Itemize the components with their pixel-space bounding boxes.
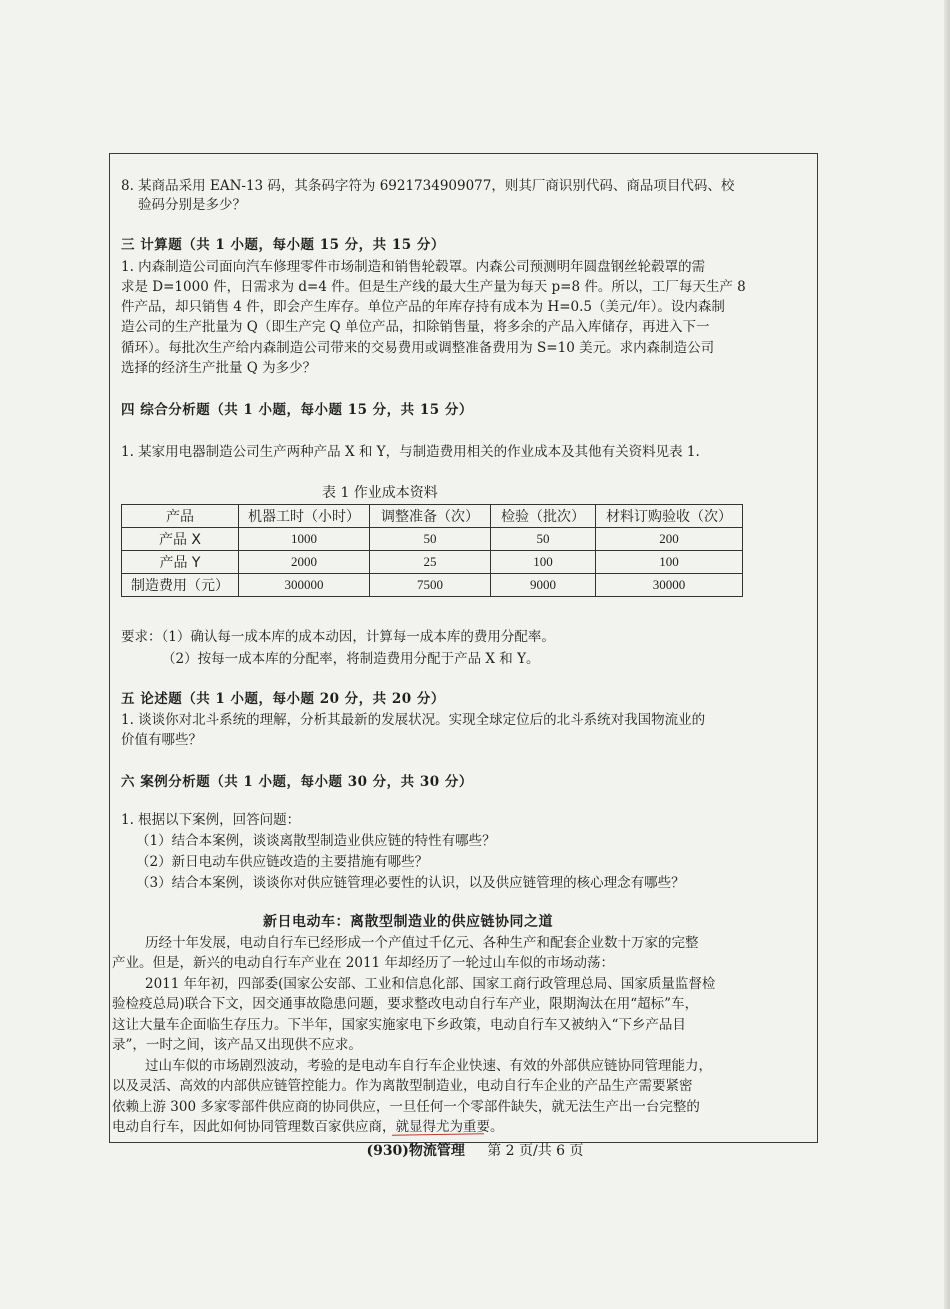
case-line: 2011 年年初，四部委(国家公安部、工业和信息化部、国家工商行政管理总局、国家质量监督检 <box>145 976 716 992</box>
table-row-label: 产品 Y <box>122 551 239 574</box>
section3-line: 件产品，却只销售 4 件，即会产生库存。单位产品的年库存持有成本为 H=0.5（美元/年）。设内森制 <box>121 299 725 315</box>
section3-title: 三 计算题（共 1 小题，每小题 15 分，共 15 分） <box>121 237 445 253</box>
section3-line: 循环）。每批次生产给内森制造公司带来的交易费用或调整准备费用为 S=10 美元。求内森制造公司 <box>121 340 715 356</box>
case-title: 新日电动车：离散型制造业的供应链协同之道 <box>263 914 553 930</box>
table-cell: 9000 <box>491 574 596 597</box>
table-cell: 50 <box>491 528 596 551</box>
table-row <box>122 551 743 574</box>
table-header-row <box>122 505 743 528</box>
footer-page: 第 2 页/共 6 页 <box>487 1143 584 1159</box>
section3-line: 造公司的生产批量为 Q（即生产完 Q 单位产品，扣除销售量，将多余的产品入库储存，再进入下一 <box>121 319 710 335</box>
case-line: 过山车似的市场剧烈波动，考验的是电动车自行车企业快速、有效的外部供应链协同管理能力， <box>145 1058 712 1074</box>
requirement-1: 要求：（1）确认每一成本库的成本动因，计算每一成本库的费用分配率。 <box>121 629 555 645</box>
table-cell: 2000 <box>239 551 370 574</box>
section6-title: 六 案例分析题（共 1 小题，每小题 30 分，共 30 分） <box>121 774 473 790</box>
cost-table <box>121 504 743 597</box>
section3-line: 选择的经济生产批量 Q 为多少？ <box>121 360 317 376</box>
table-cell: 30000 <box>596 574 743 597</box>
table-header-cell: 材料订购验收（次） <box>596 505 743 528</box>
section6-question: （1）结合本案例，谈谈离散型制造业供应链的特性有哪些？ <box>136 833 496 849</box>
section6-question: （3）结合本案例，谈谈你对供应链管理必要性的认识，以及供应链管理的核心理念有哪些？ <box>136 875 685 891</box>
q8-line2: 验码分别是多少？ <box>138 197 246 213</box>
table-cell: 50 <box>370 528 491 551</box>
table-cell: 200 <box>596 528 743 551</box>
table-header-cell: 产品 <box>122 505 239 528</box>
page-footer <box>0 1140 950 1160</box>
requirement-2: （2）按每一成本库的分配率，将制造费用分配于产品 X 和 Y。 <box>162 651 540 667</box>
table-cell: 100 <box>491 551 596 574</box>
case-line: 电动自行车，因此如何协同管理数百家供应商，就显得尤为重要。 <box>112 1119 504 1135</box>
table-row <box>122 528 743 551</box>
scan-edge <box>944 0 950 1309</box>
case-line: 历经十年发展，电动自行车已经形成一个产值过千亿元、各种生产和配套企业数十万家的完整 <box>145 935 699 951</box>
case-line: 这让大量车企面临生存压力。下半年，国家实施家电下乡政策，电动自行车又被纳入“下乡产品目 <box>112 1017 686 1033</box>
case-line: 依赖上游 300 多家零部件供应商的协同供应，一旦任何一个零部件缺失，就无法生产出一台完整的 <box>112 1099 700 1115</box>
footer-course: (930)物流管理 <box>366 1143 465 1159</box>
table-row <box>122 574 743 597</box>
table-cell: 100 <box>596 551 743 574</box>
table-cell: 300000 <box>239 574 370 597</box>
table-cell: 25 <box>370 551 491 574</box>
section5-line: 1. 谈谈你对北斗系统的理解，分析其最新的发展状况。实现全球定位后的北斗系统对我国物流业的 <box>121 712 706 728</box>
case-line: 录”，一时之间，该产品又出现供不应求。 <box>112 1037 362 1053</box>
table-header-cell: 检验（批次） <box>491 505 596 528</box>
section3-line: 1. 内森制造公司面向汽车修理零件市场制造和销售轮毂罩。内森公司预测明年圆盘钢丝轮毂罩的需 <box>121 259 706 275</box>
case-line: 验检疫总局)联合下文，因交通事故隐患问题，要求整改电动自行车产业，限期淘汰在用“超标”车， <box>112 996 699 1012</box>
section4-title: 四 综合分析题（共 1 小题，每小题 15 分，共 15 分） <box>121 402 473 418</box>
section6-intro: 1. 根据以下案例，回答问题： <box>121 812 301 828</box>
section3-line: 求是 D=1000 件，日需求为 d=4 件。但是生产线的最大生产量为每天 p=8 件。所以，工厂每天生产 8 <box>121 279 746 295</box>
section5-line: 价值有哪些？ <box>121 732 202 748</box>
table-header-cell: 调整准备（次） <box>370 505 491 528</box>
table-row-label: 制造费用（元） <box>122 574 239 597</box>
table-header-cell: 机器工时（小时） <box>239 505 370 528</box>
table-caption: 表 1 作业成本资料 <box>322 485 438 501</box>
table-row-label: 产品 X <box>122 528 239 551</box>
table-cell: 1000 <box>239 528 370 551</box>
case-line: 以及灵活、高效的内部供应链管控能力。作为离散型制造业，电动自行车企业的产品生产需要紧密 <box>112 1078 693 1094</box>
section5-title: 五 论述题（共 1 小题，每小题 20 分，共 20 分） <box>121 691 445 707</box>
table-cell: 7500 <box>370 574 491 597</box>
q8-line1: 8. 某商品采用 EAN-13 码，其条码字符为 6921734909077，则其厂商识别代码、商品项目代码、校 <box>121 178 735 194</box>
section4-q1: 1. 某家用电器制造公司生产两种产品 X 和 Y，与制造费用相关的作业成本及其他有关资料见表 1. <box>121 444 700 460</box>
section6-question: （2）新日电动车供应链改造的主要措施有哪些？ <box>136 854 429 870</box>
case-line: 产业。但是，新兴的电动自行车产业在 2011 年却经历了一轮过山车似的市场动荡： <box>112 955 614 971</box>
